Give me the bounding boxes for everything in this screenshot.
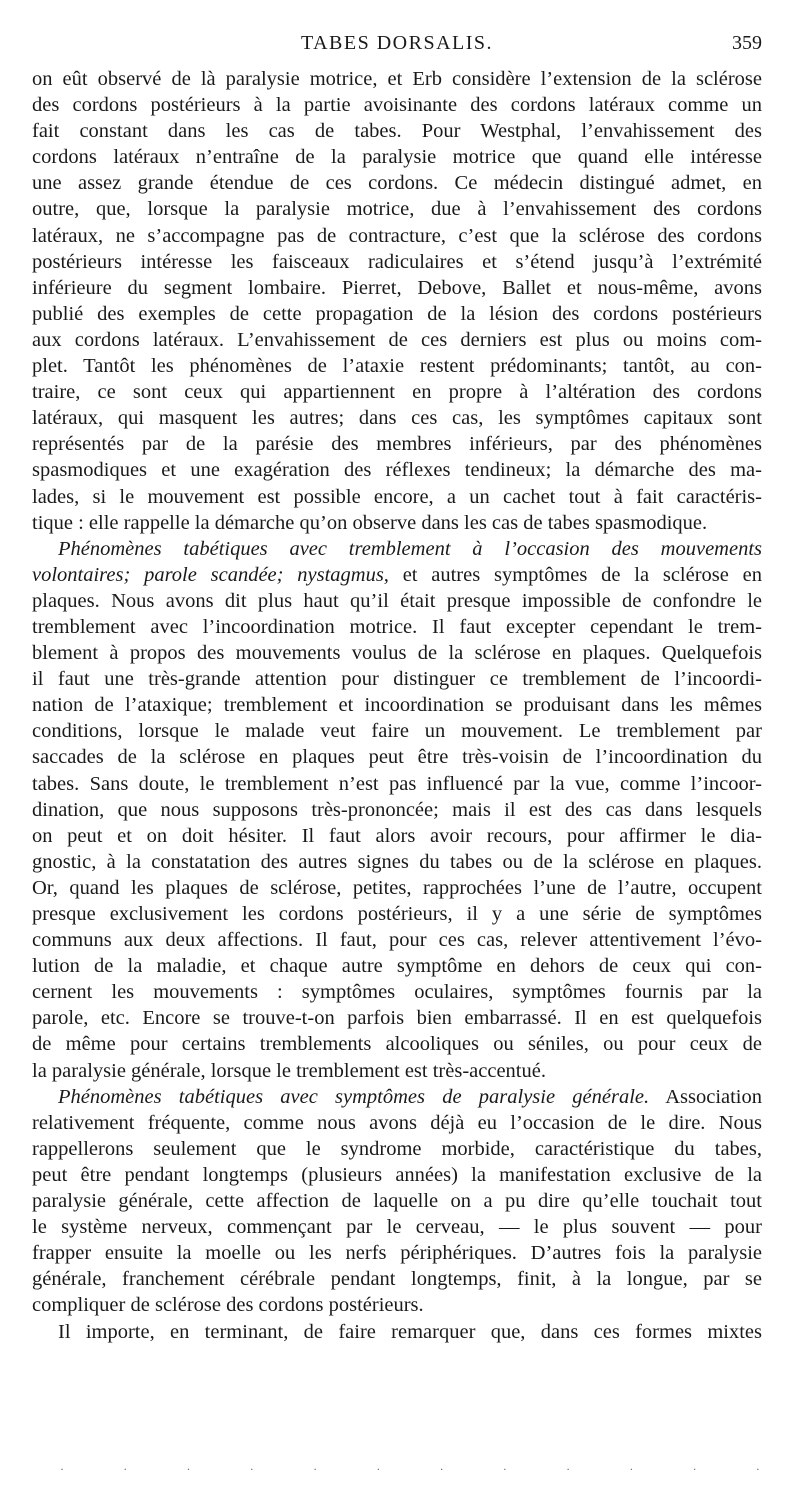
text-line <box>32 771 762 797</box>
line-text: latéraux, qui masquent les autres; dans ces cas, les symptômes capitaux sont <box>32 407 762 430</box>
line-text: spasmodiques et une exagération des réflexes tendineux; la démarche des ma- <box>32 459 762 482</box>
text-line <box>32 953 762 979</box>
text-line <box>32 1110 762 1136</box>
text-line <box>32 536 762 562</box>
line-text: parole, etc. Encore se trouve-t-on parfois bien embarrassé. Il en est quelquefois <box>32 1007 762 1030</box>
italic-heading: Phénomènes tabétiques avec tremblement à l’occasion des mouvements <box>58 537 762 560</box>
line-text: communs aux deux affections. Il faut, pour ces cas, relever attentivement l’évo- <box>32 929 762 952</box>
text-line <box>32 223 762 249</box>
text-line <box>32 1031 762 1057</box>
line-text: saccades de la sclérose en plaques peut être très-voisin de l’incoordination du <box>32 746 762 769</box>
text-line <box>32 1084 762 1110</box>
line-text: générale, franchement cérébrale pendant longtemps, finit, à la longue, par se <box>32 1268 762 1291</box>
line-text: cernent les mouvements : symptômes oculaires, symptômes fournis par la <box>32 981 762 1004</box>
text-line <box>32 588 762 614</box>
line-text: fait constant dans les cas de tabes. Pour Westphal, l’envahissement des <box>32 120 762 143</box>
text-line <box>32 484 762 510</box>
line-text: Association <box>649 1085 762 1108</box>
running-title: TABES DORSALIS. <box>300 32 494 54</box>
line-text: la paralysie générale, lorsque le tremblement est très-accentué. <box>32 1059 546 1082</box>
line-text: frapper ensuite la moelle ou les nerfs périphériques. D’autres fois la paralysie <box>32 1242 762 1265</box>
text-line <box>32 979 762 1005</box>
line-text: rappellerons seulement que le syndrome morbide, caractéristique du tabes, <box>32 1137 762 1160</box>
line-text: tremblement avec l’incoordination motrice. Il faut excepter cependant le trem- <box>32 615 762 638</box>
text-line <box>32 692 762 718</box>
line-text: tique : elle rappelle la démarche qu’on observe dans les cas de tabes spasmodique. <box>32 511 708 534</box>
line-text: blement à propos des mouvements voulus de la sclérose en plaques. Quelquefois <box>32 642 762 665</box>
text-line <box>32 275 762 301</box>
line-text: on peut et on doit hésiter. Il faut alors avoir recours, pour affirmer le dia- <box>32 824 762 847</box>
line-text: conditions, lorsque le malade veut faire un mouvement. Le tremblement par <box>32 720 762 743</box>
text-line <box>32 666 762 692</box>
body-text <box>32 66 762 1345</box>
text-line <box>32 431 762 457</box>
page-number: 359 <box>732 32 762 54</box>
line-text: traire, ce sont ceux qui appartiennent en propre à l’altération des cordons <box>32 381 762 404</box>
line-text: aux cordons latéraux. L’envahissement de ces derniers est plus ou moins com- <box>32 328 762 351</box>
text-line <box>32 797 762 823</box>
line-text: de même pour certains tremblements alcooliques ou séniles, ou pour ceux de <box>32 1033 762 1056</box>
text-line <box>32 744 762 770</box>
text-line <box>32 510 762 536</box>
line-text: paralysie générale, cette affection de laquelle on a pu dire qu’elle touchait tout <box>32 1190 762 1213</box>
line-text: postérieurs intéresse les faisceaux radiculaires et s’étend jusqu’à l’extrémité <box>32 250 762 273</box>
text-line <box>32 562 762 588</box>
text-line <box>32 301 762 327</box>
line-text: des cordons postérieurs à la partie avoisinante des cordons latéraux comme un <box>32 94 762 117</box>
text-line <box>32 640 762 666</box>
line-text: on eût observé de là paralysie motrice, et Erb considère l’extension de la sclérose <box>32 68 762 90</box>
line-text: publié des exemples de cette propagation de la lésion des cordons postérieurs <box>32 302 762 325</box>
text-line <box>32 1058 762 1084</box>
text-line <box>32 1214 762 1240</box>
line-text: inférieure du segment lombaire. Pierret, Debove, Ballet et nous-même, avons <box>32 276 762 299</box>
text-line <box>32 718 762 744</box>
line-text: et autres symptômes de la sclérose en <box>388 563 762 586</box>
text-line <box>32 457 762 483</box>
text-line <box>32 353 762 379</box>
line-text: gnostic, à la constatation des autres signes du tabes ou de la sclérose en plaques. <box>32 850 762 873</box>
italic-heading: volontaires; parole scandée; nystagmus, <box>32 563 389 586</box>
text-line <box>32 1188 762 1214</box>
line-text: dination, que nous supposons très-prononcée; mais il est des cas dans lesquels <box>32 798 762 821</box>
text-line <box>32 196 762 222</box>
text-line <box>32 927 762 953</box>
text-line <box>32 118 762 144</box>
line-text: outre, que, lorsque la paralysie motrice, due à l’envahissement des cordons <box>32 198 762 221</box>
line-text: compliquer de sclérose des cordons postérieurs. <box>32 1294 424 1317</box>
line-text: plaques. Nous avons dit plus haut qu’il était presque impossible de confondre le <box>32 589 762 612</box>
text-line <box>32 405 762 431</box>
line-text: relativement fréquente, comme nous avons déjà eu l’occasion de le dire. Nous <box>32 1111 762 1134</box>
text-line <box>32 1266 762 1292</box>
text-line <box>32 249 762 275</box>
text-line <box>32 92 762 118</box>
line-text: presque exclusivement les cordons postérieurs, il y a une série de symptômes <box>32 903 762 925</box>
line-text: représentés par de la parésie des membres inférieurs, par des phénomènes <box>32 433 762 456</box>
line-text: lades, si le mouvement est possible encore, a un cachet tout à fait caractéris- <box>32 485 762 508</box>
text-line <box>32 327 762 353</box>
text-line <box>32 823 762 849</box>
footer-speckle: · · · · · · · · · · · · <box>60 1462 760 1476</box>
line-text: tabes. Sans doute, le tremblement n’est pas influencé par la vue, comme l’incoor- <box>32 772 762 795</box>
text-line <box>32 875 762 901</box>
line-text: le système nerveux, commençant par le cerveau, — le plus souvent — pour <box>32 1216 762 1239</box>
text-line <box>32 170 762 196</box>
text-line <box>32 849 762 875</box>
text-line <box>32 901 762 927</box>
text-line <box>32 144 762 170</box>
line-text: plet. Tantôt les phénomènes de l’ataxie restent prédominants; tantôt, au con- <box>32 355 762 378</box>
line-text: latéraux, ne s’accompagne pas de contracture, c’est que la sclérose des cordons <box>32 224 762 247</box>
text-line <box>32 614 762 640</box>
text-line <box>32 1240 762 1266</box>
line-text: une assez grande étendue de ces cordons. Ce médecin distingué admet, en <box>32 172 762 195</box>
text-line <box>32 1319 762 1345</box>
line-text: peut être pendant longtemps (plusieurs années) la manifestation exclusive de la <box>32 1163 762 1186</box>
text-line <box>32 1292 762 1318</box>
line-text: cordons latéraux n’entraîne de la paralysie motrice que quand elle intéresse <box>32 146 762 169</box>
italic-heading: Phénomènes tabétiques avec symptômes de paralysie générale. <box>58 1085 650 1108</box>
line-text: Il importe, en terminant, de faire remarquer que, dans ces formes mixtes <box>58 1320 762 1343</box>
line-text: Or, quand les plaques de sclérose, petites, rapprochées l’une de l’autre, occupent <box>32 876 762 899</box>
text-line <box>32 1005 762 1031</box>
text-line <box>32 1162 762 1188</box>
line-text: il faut une très-grande attention pour distinguer ce tremblement de l’incoordi- <box>32 668 762 691</box>
text-line <box>32 66 762 92</box>
page-header <box>32 32 762 58</box>
text-line <box>32 1136 762 1162</box>
line-text: nation de l’ataxique; tremblement et incoordination se produisant dans les mêmes <box>32 694 762 717</box>
line-text: lution de la maladie, et chaque autre symptôme en dehors de ceux qui con- <box>32 955 762 978</box>
text-line <box>32 379 762 405</box>
